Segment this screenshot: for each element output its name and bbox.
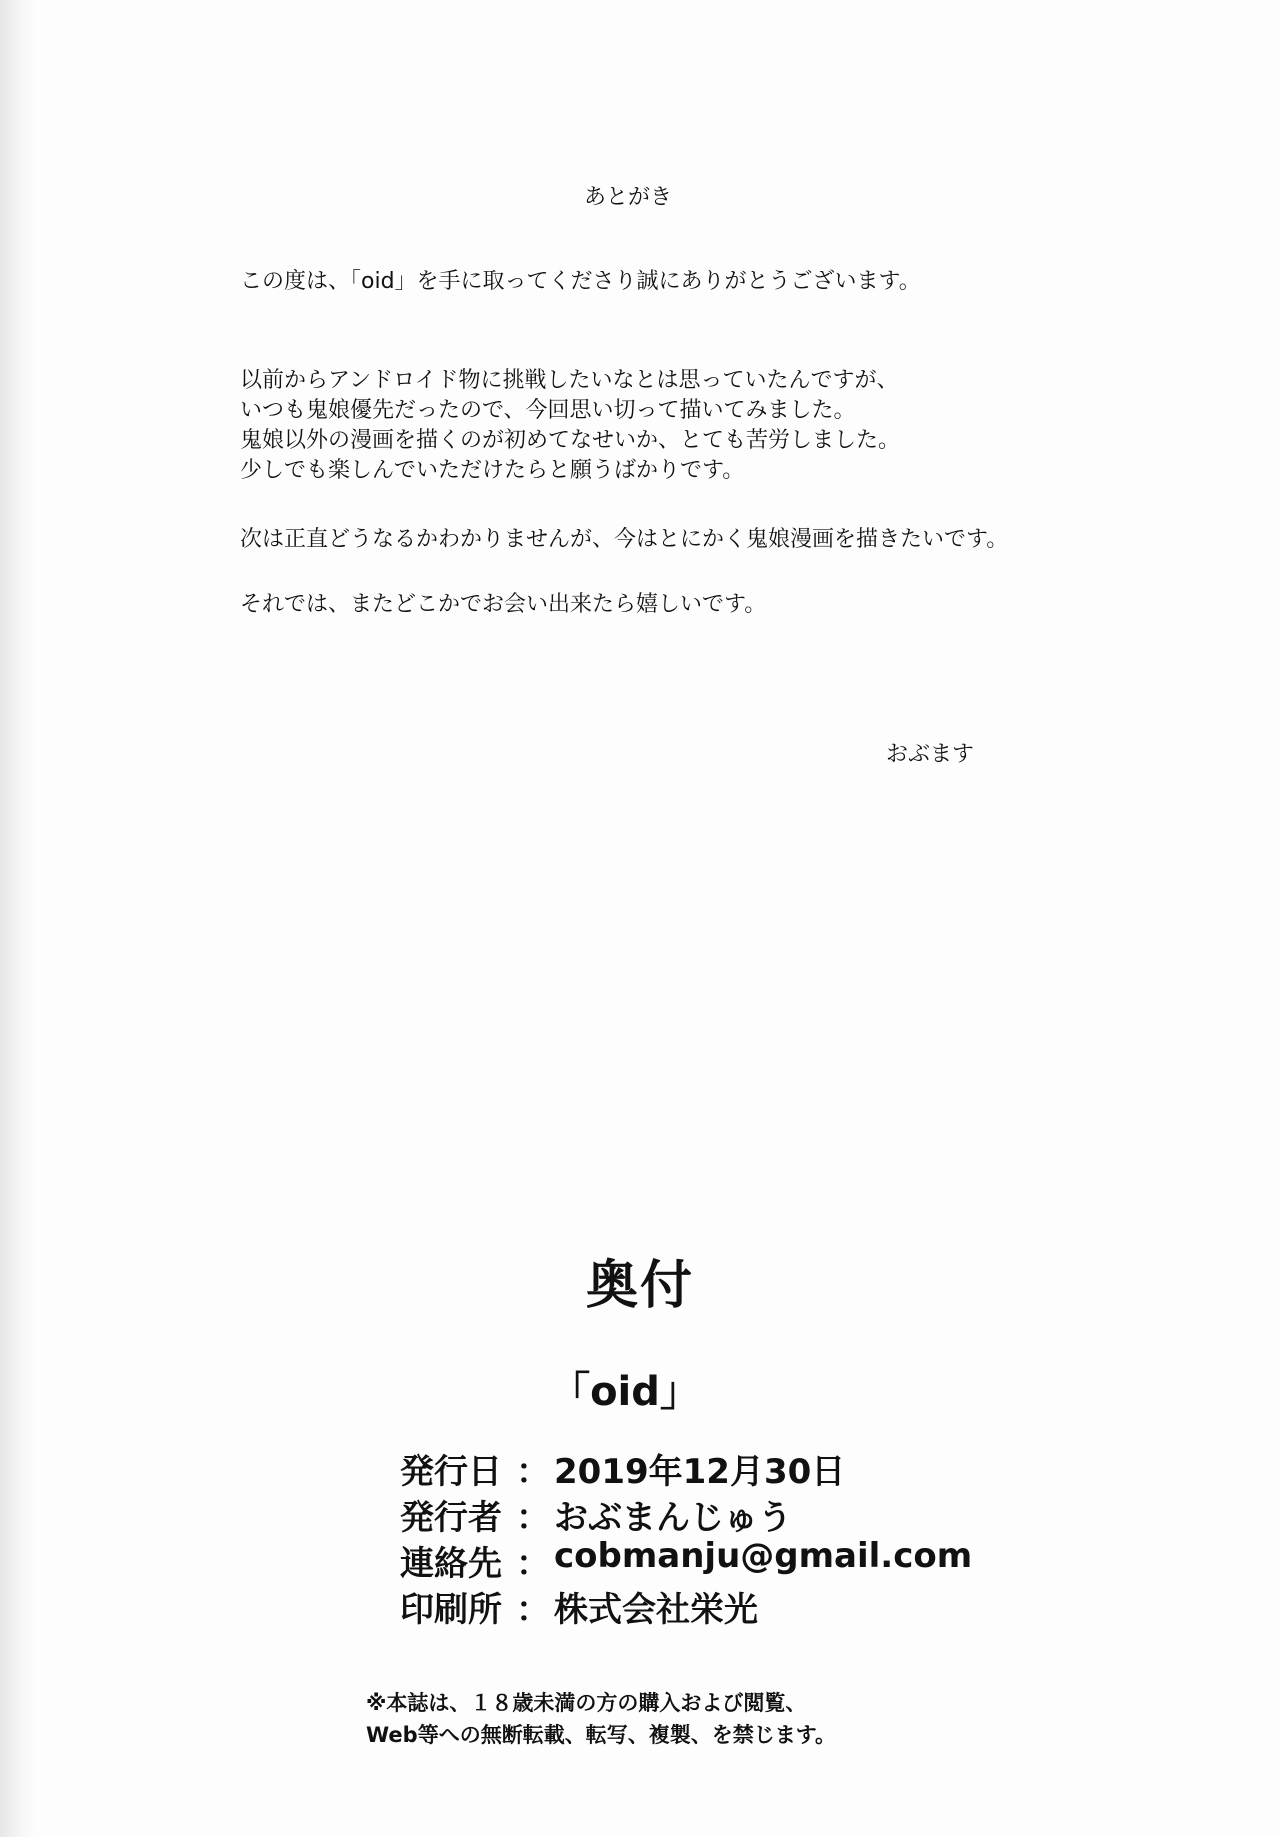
colophon-label: 発行者 [400, 1498, 502, 1538]
afterword-line: 次は正直どうなるかわかりませんが、今はとにかく鬼娘漫画を描きたいです。 [240, 527, 1009, 552]
afterword-line: 少しでも楽しんでいただけたらと願うばかりです。 [240, 458, 745, 483]
colophon-separator: ： [516, 1544, 550, 1584]
colophon-separator: ： [516, 1498, 550, 1538]
afterword-line: 鬼娘以外の漫画を描くのが初めてなせいか、とても苦労しました。 [240, 428, 901, 453]
afterword-line: 以前からアンドロイド物に挑戦したいなとは思っていたんですが、 [240, 368, 899, 393]
colophon-label: 発行日 [400, 1452, 502, 1492]
colophon-row-publish-date [400, 1444, 845, 1493]
colophon-label: 連絡先 [400, 1544, 502, 1584]
age-restriction-notice: ※本誌は、１８歳未満の方の購入および閲覧、 [366, 1691, 807, 1715]
afterword-line: それでは、またどこかでお会い出来たら嬉しいです。 [240, 592, 767, 617]
colophon-value: 2019年12月30日 [554, 1452, 846, 1492]
afterword-signature: おぶます [886, 742, 975, 767]
colophon-separator: ： [516, 1590, 550, 1630]
afterword-greeting: この度は、「oid」を手に取ってくださり誠にありがとうございます。 [240, 269, 921, 294]
colophon-heading: 奥付 [585, 1256, 694, 1316]
colophon-separator: ： [516, 1452, 550, 1492]
colophon-row-printer [400, 1582, 758, 1631]
colophon-value: おぶまんじゅう [554, 1498, 792, 1538]
colophon-label: 印刷所 [400, 1590, 502, 1630]
page-spine-shadow [0, 0, 36, 1837]
colophon-value: 株式会社栄光 [554, 1590, 758, 1630]
afterword-line: いつも鬼娘優先だったので、今回思い切って描いてみました。 [240, 398, 856, 423]
reproduction-notice: Web等への無断転載、転写、複製、を禁じます。 [366, 1723, 837, 1747]
colophon-row-publisher [400, 1490, 792, 1539]
afterword-heading: あとがき [584, 185, 673, 210]
book-title: 「oid」 [550, 1369, 700, 1415]
colophon-value: cobmanju@gmail.com [554, 1536, 973, 1576]
colophon-row-contact [400, 1536, 972, 1585]
